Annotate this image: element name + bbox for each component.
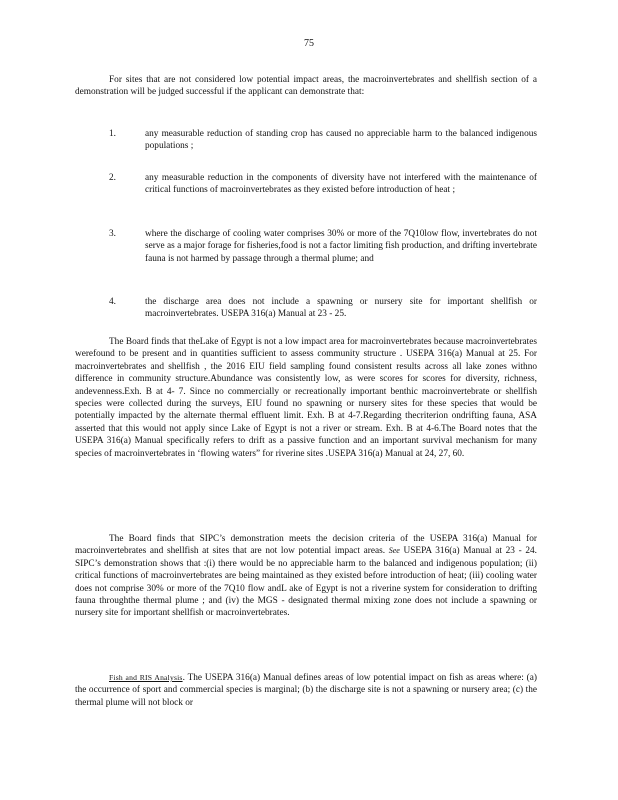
heading-trail: . <box>182 673 185 683</box>
criterion-text: any measurable reduction in the components of diversity have not interfered with the maintenance of critical functions of macroinvertebrates as they existed before introduction of heat ; <box>145 173 537 196</box>
criterion-item-2 <box>75 172 537 197</box>
criterion-item-4 <box>75 296 537 321</box>
criterion-number: 2. <box>109 173 116 183</box>
finding-text: USEPA 316(a) Manual at 23 - 24. SIPC’s demonstration shows that :(i) there would be no appreciable harm to the balanced and indigenous population; (ii) critical functions of macroinvertebrates are being maintained as they existed before introduction of heat; (iii) cooling water does not comprise 30% or more of the 7Q10 flow andL ake of Egypt is not a riverine system for consideration to drifting fauna throughthe thermal plume ; and (iv) the MGS - designated thermal mixing zone does not include a spawning or nursery site for important shellfish or macroinvertebrates. <box>75 546 537 619</box>
intro-paragraph: For sites that are not considered low potential impact areas, the macroinvertebrates and shellfish section of a demonstration will be judged successful if the applicant can demonstrate that: <box>75 75 537 98</box>
criterion-item-3 <box>75 228 537 265</box>
page-number: 75 <box>304 38 314 49</box>
criterion-number: 3. <box>109 229 116 239</box>
section-heading: Fish and RIS Analysis <box>109 673 183 682</box>
criterion-item-1 <box>75 128 537 153</box>
see-signal: See <box>388 546 400 556</box>
criterion-number: 4. <box>109 297 116 307</box>
finding-text: The Board finds that SIPC’s demonstration meets the decision criteria of the USEPA 316(a) Manual for macroinvertebrates and shellfish at sites that are not low potential impact areas. <box>75 534 537 557</box>
criterion-text: where the discharge of cooling water comprises 30% or more of the 7Q10low flow, invertebrates do not serve as a major forage for fisheries,food is not a factor limiting fish production, and drifting invertebrate fauna is not harmed by passage through a thermal plume; and <box>145 229 537 264</box>
fish-ris-analysis-paragraph <box>75 672 537 709</box>
criterion-number: 1. <box>109 129 116 139</box>
board-finding-sipc-demonstration <box>75 533 537 620</box>
criterion-text: the discharge area does not include a spawning or nursery site for important shellfish or macroinvertebrates. USEPA 316(a) Manual at 23 - 25. <box>145 297 537 320</box>
section-text: The USEPA 316(a) Manual defines areas of low potential impact on fish as areas where: (a) the occurrence of sport and commercial species is marginal; (b) the discharge site is not a spawning or nursery area; (c) the thermal plume will not block or <box>75 673 537 708</box>
criterion-text: any measurable reduction of standing crop has caused no appreciable harm to the balanced indigenous populations ; <box>145 129 537 152</box>
board-finding-macroinvertebrates: The Board finds that theLake of Egypt is not a low impact area for macroinvertebrates because macroinvertebrates werefound to be present and in quantities sufficient to assess community structure . USEPA 316(a) Manual at 25. For macroinvertebrates and shellfish , the 2016 EIU field sampling found consistent results across all lake zones withno difference in community structure.Abundance was consistently low, as were scores for scores for diversity, richness, andevenness.Exh. B at 4- 7. Since no commercially or recreationally important benthic macroinvertebrate or shellfish species were collected during the surveys, EIU found no spawning or nursery sites for these species that would be potentially impacted by the alternate thermal effluent limit. Exh. B at 4-7.Regarding thecriterion ondrifting fauna, ASA asserted that this would not apply since Lake of Egypt is not a river or stream. Exh. B at 4-6.The Board notes that the USEPA 316(a) Manual specifically refers to drift as a passive function and an important survival mechanism for many species of macroinvertebrates in ‘flowing waters” for riverine sites .USEPA 316(a) Manual at 24, 27, 60. <box>75 337 537 459</box>
